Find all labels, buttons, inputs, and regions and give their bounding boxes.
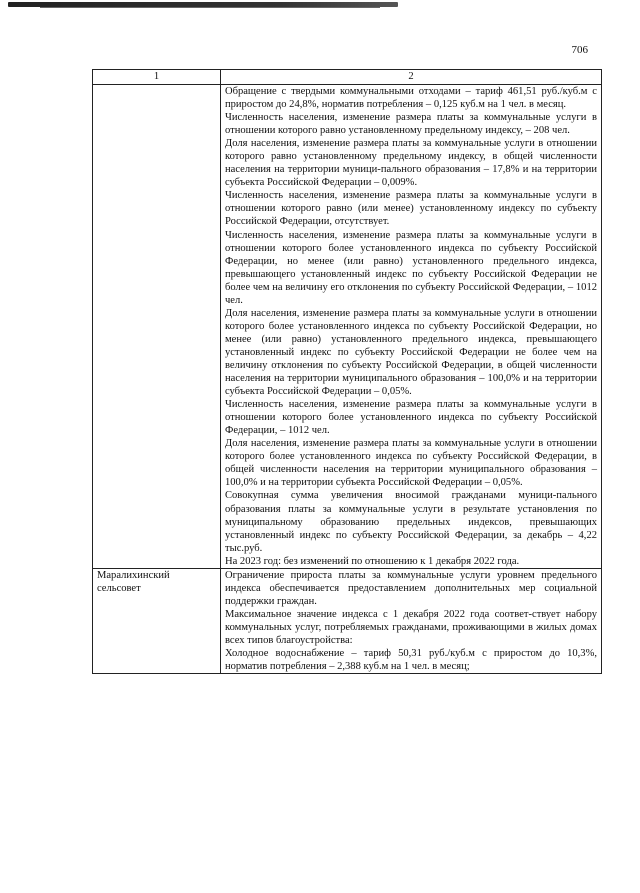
paragraph: Доля населения, изменение размера платы за коммунальные услуги в отношении которого более установленного индекса по субъекту Российской Федерации, в общей численности населения на территории муниципального образования – 100,0% и на территории субъекта Российской Федерации – 0,05%. xyxy=(225,438,597,489)
table-row xyxy=(93,85,602,569)
table-header-row xyxy=(93,70,602,85)
paragraph: Численность населения, изменение размера платы за коммунальные услуги в отношении которого равно (или менее) установленному индексу по субъекту Российской Федерации, отсутствует. xyxy=(225,190,597,228)
paragraph: Доля населения, изменение размера платы за коммунальные услуги в отношении которого равно установленному предельному индексу, в общей численности населения на территории муници-пального образования – 17,8% и на территории субъекта Российской Федерации – 0,009%. xyxy=(225,138,597,189)
document-table xyxy=(92,69,602,674)
paragraph: Холодное водоснабжение – тариф 50,31 руб./куб.м с приростом до 10,3%, норматив потребления – 2,388 куб.м на 1 чел. в месяц; xyxy=(225,648,597,673)
paragraph: Численность населения, изменение размера платы за коммунальные услуги в отношении которого более установленного индекса по субъекту Российской Федерации, – 1012 чел. xyxy=(225,399,597,437)
table-row xyxy=(93,568,602,673)
paragraph: Максимальное значение индекса с 1 декабря 2022 года соответ-ствует набору коммунальных услуг, потребляемых гражданами, проживающими в жилых домах всех типов благоустройства: xyxy=(225,608,597,646)
page-number: 706 xyxy=(571,44,588,56)
paragraph: Численность населения, изменение размера платы за коммунальные услуги в отношении которого более установленного индекса по субъекту Российской Федерации, но менее (или равно) установленного предельного индекса, превышающего установленный индекс по субъекту Российской Федерации не более чем на величину его отклонения по субъекту Российской Федерации, – 1012 чел. xyxy=(225,229,597,306)
paragraph: Совокупная сумма увеличения вносимой гражданами муници-пального образования платы за коммунальные услуги в результате установления по муниципальному образованию предельных индексов, превышающих установленный индекс по субъекту Российской Федерации, за декабрь – 4,22 тыс.руб. xyxy=(225,490,597,554)
paragraph: Ограничение прироста платы за коммунальные услуги уровнем предельного индекса обеспечивается предоставлением дополнительных мер социальной поддержки граждан. xyxy=(225,569,597,607)
region-cell: Маралихинский сельсовет xyxy=(93,568,221,673)
description-cell xyxy=(221,568,602,673)
column-header-1: 1 xyxy=(93,70,221,85)
description-cell xyxy=(221,85,602,569)
paragraph: Доля населения, изменение размера платы за коммунальные услуги в отношении которого более установленного индекса по субъекту Российской Федерации, но менее (или равно) установленного предельного индекса, превышающего установленный индекс по субъекту Российской Федерации не более чем на величину отклонения по субъекту Российской Федерации, в общей численности населения на территории муниципального образования – 100,0% и на территории субъекта Российской Федерации – 0,05%. xyxy=(225,307,597,398)
paragraph: На 2023 год: без изменений по отношению к 1 декабря 2022 года. xyxy=(225,555,520,567)
paragraph: Обращение с твердыми коммунальными отходами – тариф 461,51 руб./куб.м с приростом до 24,8%, норматив потребления – 0,125 куб.м на 1 чел. в месяц. xyxy=(225,86,597,111)
scan-edge-line xyxy=(40,7,380,8)
region-cell xyxy=(93,85,221,569)
column-header-2: 2 xyxy=(221,70,602,85)
paragraph: Численность населения, изменение размера платы за коммунальные услуги в отношении которого равно установленному предельному индексу, – 208 чел. xyxy=(225,112,597,137)
